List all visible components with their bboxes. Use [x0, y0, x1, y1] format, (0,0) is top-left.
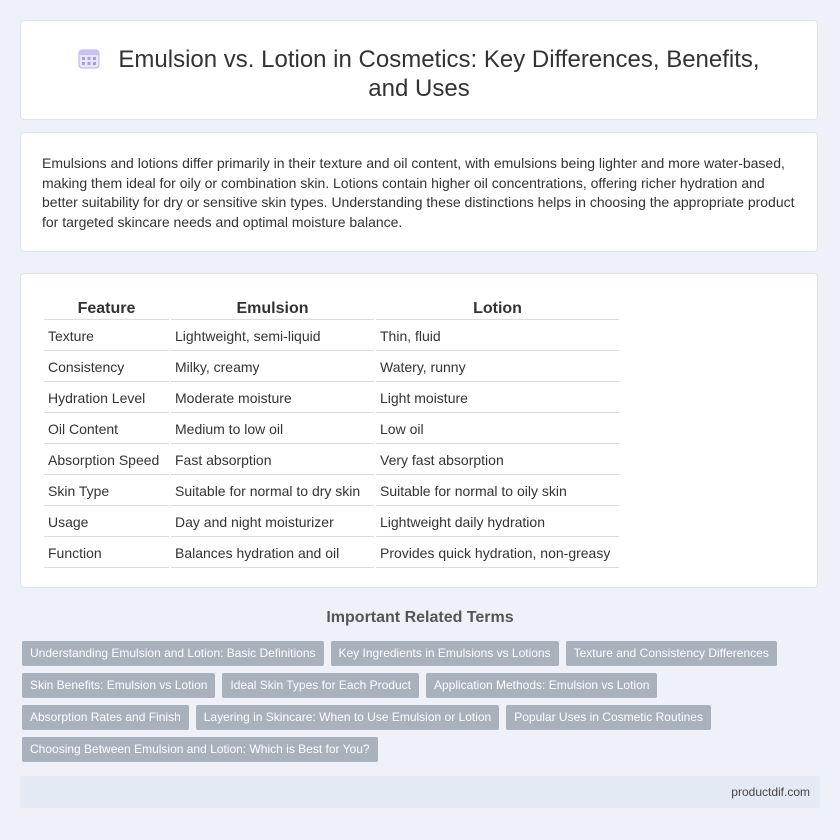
related-term-link[interactable]: Absorption Rates and Finish: [22, 705, 189, 730]
tag-row: [22, 737, 812, 762]
related-term-link[interactable]: Skin Benefits: Emulsion vs Lotion: [22, 673, 215, 698]
cell-feature: Function: [44, 539, 169, 568]
header-lotion: Lotion: [376, 297, 619, 320]
intro-text: Emulsions and lotions differ primarily in their texture and oil content, with emulsions being lighter and more water-based, making them ideal for oily or combination skin. Lotions contain higher oil concentrations, offering richer hydration and better suitability for dry or sensitive skin types. Understanding these distinctions helps in choosing the appropriate product for targeted skincare needs and optimal moisture balance.: [42, 155, 795, 230]
cell-lotion: Lightweight daily hydration: [376, 508, 619, 537]
cell-emulsion: Suitable for normal to dry skin: [171, 477, 374, 506]
related-term-link[interactable]: Popular Uses in Cosmetic Routines: [506, 705, 711, 730]
table-row: [44, 415, 619, 444]
cell-lotion: Very fast absorption: [376, 446, 619, 475]
footer: [20, 776, 820, 808]
tag-row: [22, 705, 812, 730]
header-emulsion: Emulsion: [171, 297, 374, 320]
table-row: [44, 353, 619, 382]
related-term-link[interactable]: Texture and Consistency Differences: [566, 641, 777, 666]
page-title-text: Emulsion vs. Lotion in Cosmetics: Key Differences, Benefits, and Uses: [118, 46, 760, 102]
table-row: [44, 322, 619, 351]
related-terms-title: Important Related Terms: [326, 609, 514, 626]
comparison-card: [20, 273, 818, 588]
cell-lotion: Thin, fluid: [376, 322, 619, 351]
cell-lotion: Watery, runny: [376, 353, 619, 382]
cell-lotion: Low oil: [376, 415, 619, 444]
tag-row: [22, 673, 812, 698]
cell-feature: Oil Content: [44, 415, 169, 444]
table-row: [44, 508, 619, 537]
table-row: [44, 446, 619, 475]
table-header-row: [44, 297, 619, 320]
title-wrap: [61, 45, 777, 103]
cell-emulsion: Moderate moisture: [171, 384, 374, 413]
cell-emulsion: Lightweight, semi-liquid: [171, 322, 374, 351]
cell-feature: Consistency: [44, 353, 169, 382]
page-title: [61, 45, 777, 103]
related-term-link[interactable]: Application Methods: Emulsion vs Lotion: [426, 673, 657, 698]
cell-emulsion: Fast absorption: [171, 446, 374, 475]
table-row: [44, 384, 619, 413]
related-terms-list: [22, 641, 812, 769]
cell-lotion: Provides quick hydration, non-greasy: [376, 539, 619, 568]
cell-feature: Skin Type: [44, 477, 169, 506]
cell-feature: Absorption Speed: [44, 446, 169, 475]
header-card: [20, 20, 818, 120]
calendar-grid-icon: [78, 48, 100, 70]
cell-feature: Hydration Level: [44, 384, 169, 413]
comparison-table: [42, 295, 621, 570]
cell-emulsion: Balances hydration and oil: [171, 539, 374, 568]
related-term-link[interactable]: Layering in Skincare: When to Use Emulsion or Lotion: [196, 705, 499, 730]
related-term-link[interactable]: Understanding Emulsion and Lotion: Basic Definitions: [22, 641, 324, 666]
cell-lotion: Light moisture: [376, 384, 619, 413]
cell-feature: Usage: [44, 508, 169, 537]
cell-emulsion: Medium to low oil: [171, 415, 374, 444]
tag-row: [22, 641, 812, 666]
table-row: [44, 539, 619, 568]
intro-card: [20, 132, 818, 252]
cell-emulsion: Day and night moisturizer: [171, 508, 374, 537]
related-term-link[interactable]: Key Ingredients in Emulsions vs Lotions: [331, 641, 559, 666]
table-row: [44, 477, 619, 506]
related-term-link[interactable]: Ideal Skin Types for Each Product: [222, 673, 419, 698]
cell-feature: Texture: [44, 322, 169, 351]
footer-site-link[interactable]: productdif.com: [731, 785, 810, 799]
cell-emulsion: Milky, creamy: [171, 353, 374, 382]
header-feature: Feature: [44, 297, 169, 320]
related-term-link[interactable]: Choosing Between Emulsion and Lotion: Which is Best for You?: [22, 737, 378, 762]
cell-lotion: Suitable for normal to oily skin: [376, 477, 619, 506]
